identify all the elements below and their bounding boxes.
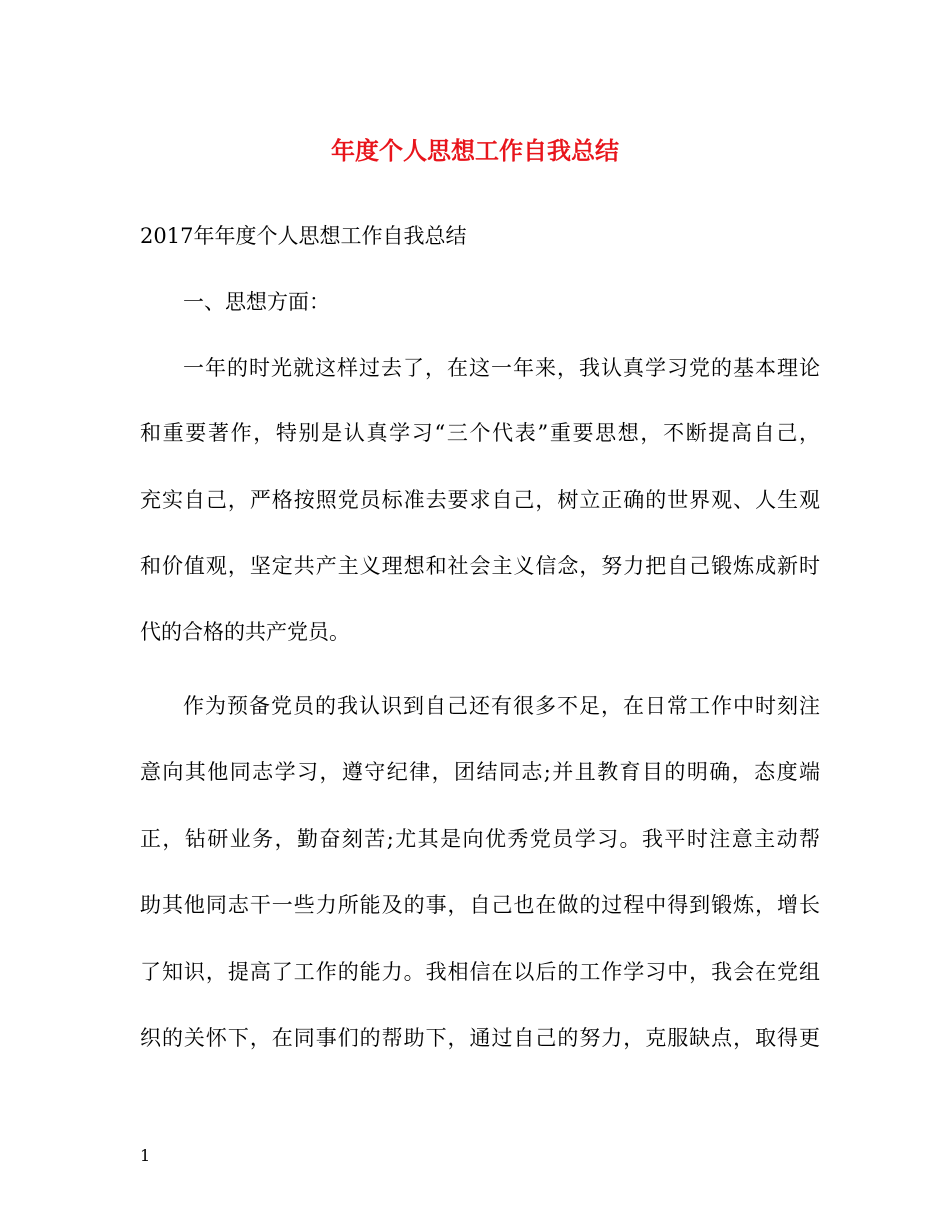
paragraph-line: 作为预备党员的我认识到自己还有很多不足，在日常工作中时刻注 — [183, 694, 820, 718]
paragraph-line: 和价值观，坚定共产主义理想和社会主义信念，努力把自己锻炼成新时 — [140, 554, 820, 578]
page-number: 1 — [140, 1146, 151, 1165]
document-title: 年度个人思想工作自我总结 — [331, 136, 619, 165]
paragraph-line: 了知识，提高了工作的能力。我相信在以后的工作学习中，我会在党组 — [140, 960, 820, 984]
paragraph-line: 意向其他同志学习，遵守纪律，团结同志;并且教育目的明确，态度端 — [140, 760, 820, 784]
paragraph-line: 织的关怀下，在同事们的帮助下，通过自己的努力，克服缺点，取得更 — [140, 1026, 820, 1050]
paragraph-line: 正，钻研业务，勤奋刻苦;尤其是向优秀党员学习。我平时注意主动帮 — [140, 827, 820, 851]
paragraph-line: 代的合格的共产党员。 — [140, 620, 350, 644]
paragraph-line: 和重要著作，特别是认真学习“三个代表”重要思想，不断提高自己， — [140, 421, 820, 445]
paragraph-line: 助其他同志干一些力所能及的事，自己也在做的过程中得到锻炼，增长 — [140, 893, 820, 917]
paragraph-line: 一年的时光就这样过去了，在这一年来，我认真学习党的基本理论 — [183, 356, 820, 380]
paragraph-line: 充实自己，严格按照党员标准去要求自己，树立正确的世界观、人生观 — [140, 488, 820, 512]
section-heading: 一、思想方面： — [183, 290, 330, 314]
document-subtitle: 2017年年度个人思想工作自我总结 — [140, 224, 467, 248]
